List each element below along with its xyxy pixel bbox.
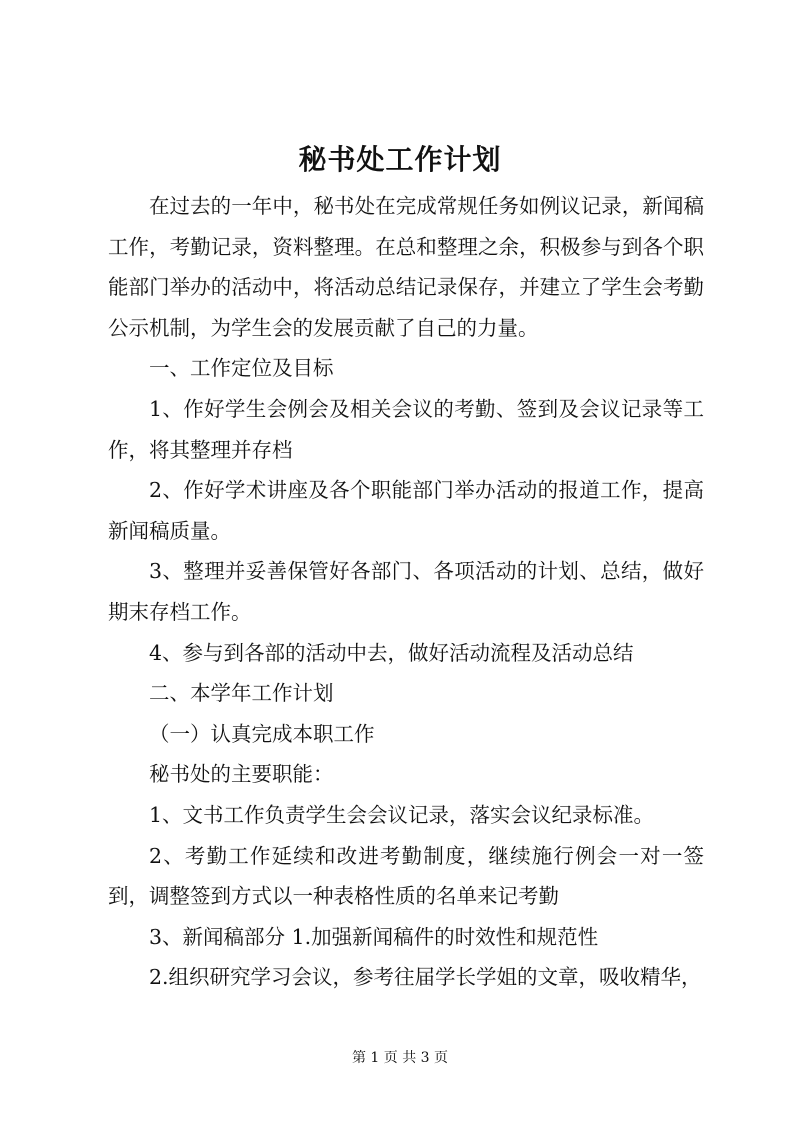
goal-item-2: 2、作好学术讲座及各个职能部门举办活动的报道工作，提高新闻稿质量。	[108, 478, 704, 543]
goal-item-3: 3、整理并妥善保管好各部门、各项活动的计划、总结，做好期末存档工作。	[108, 559, 704, 624]
duty-item-1: 1、文书工作负责学生会会议记录，落实会议纪录标准。	[149, 802, 655, 827]
goal-item-1: 1、作好学生会例会及相关会议的考勤、签到及会议记录等工作，将其整理并存档	[108, 396, 704, 462]
duty-item-3-sub-2: 2.组织研究学习会议，参考往届学长学姐的文章，吸收精华，	[149, 965, 702, 990]
duties-heading: 秘书处的主要职能：	[149, 762, 334, 787]
goal-item-4: 4、参与到各部的活动中去，做好活动流程及活动总结	[149, 640, 634, 665]
section-heading-1: 一、工作定位及目标	[149, 356, 334, 381]
duty-item-2: 2、考勤工作延续和改进考勤制度，继续施行例会一对一签到，调整签到方式以一种表格性质的名单来记考勤	[108, 843, 704, 909]
duty-item-3: 3、新闻稿部分 1.加强新闻稿件的时效性和规范性	[149, 924, 599, 949]
section-heading-2: 二、本学年工作计划	[149, 681, 334, 706]
subsection-heading-1: （一）认真完成本职工作	[149, 721, 375, 746]
document-body	[108, 186, 704, 998]
page-footer: 第 1 页 共 3 页	[351, 1050, 449, 1066]
intro-paragraph: 在过去的一年中，秘书处在完成常规任务如例议记录，新闻稿工作，考勤记录，资料整理。在总和整理之余，积极参与到各个职能部门举办的活动中，将活动总结记录保存，并建立了学生会考勤公示机制，为学生会的发展贡献了自己的力量。	[108, 194, 704, 340]
page-title: 秘书处工作计划	[298, 143, 502, 176]
